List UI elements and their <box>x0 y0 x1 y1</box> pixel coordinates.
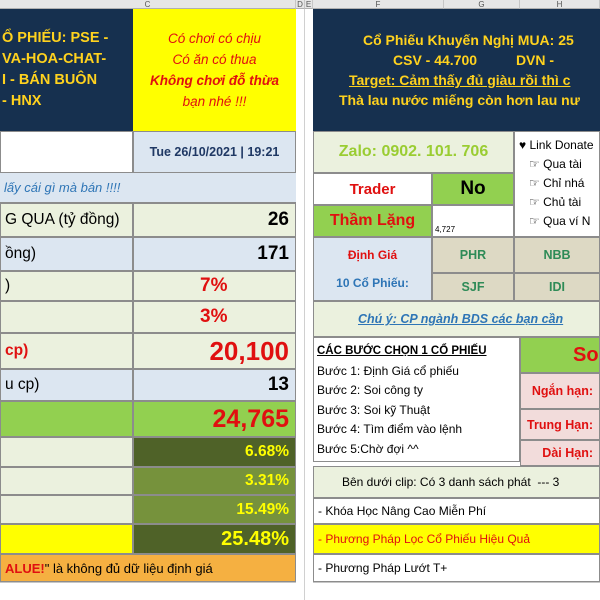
steps-box <box>313 337 520 462</box>
caution-note <box>313 301 600 337</box>
hand-pointer-icon: ☞ <box>529 195 540 209</box>
footer-text: " là không đủ dữ liệu định giá <box>44 560 213 576</box>
trader-name: Thầm Lặng <box>313 205 432 237</box>
stock-header-line: - HNX <box>2 93 42 109</box>
donate-link[interactable]: ☞ Chỉ nhá <box>529 176 585 190</box>
stock-header-line: Ổ PHIẾU: PSE - <box>2 30 109 46</box>
donate-link[interactable]: ☞ Qua ví N <box>529 214 591 228</box>
row-value: 24,765 <box>133 401 296 437</box>
row-label <box>0 301 133 333</box>
playlist-item[interactable]: - Phương Pháp Lướt T+ <box>313 554 600 582</box>
percent-value: 6.68% <box>133 437 296 467</box>
row-value: 26 <box>133 203 296 237</box>
donate-title: ♥ Link Donate <box>519 138 594 152</box>
term-label: Ngắn hạn: <box>520 373 600 409</box>
footer-note <box>0 554 296 582</box>
caution-text: Chú ý: CP ngành BDS các bạn cần <box>358 312 564 326</box>
ticker-cell[interactable]: PHR <box>432 237 514 273</box>
clip-note: Bên dưới clip: Có 3 danh sách phát --- 3 <box>313 466 600 498</box>
playlist-item[interactable]: - Phương Pháp Lọc Cổ Phiếu Hiệu Quả <box>313 524 600 554</box>
row-value: 7% <box>133 271 296 301</box>
row-value: 13 <box>133 369 296 401</box>
slogan-line: Không chơi đỗ thừa <box>150 73 279 88</box>
percent-total: 25.48% <box>133 524 296 554</box>
blank-cell[interactable] <box>0 524 133 554</box>
recommend-line: CSV - 44.700 DVN - <box>393 52 555 68</box>
blank-cell[interactable] <box>0 131 133 173</box>
hand-pointer-icon: ☞ <box>529 214 540 228</box>
percent-value: 3.31% <box>133 467 296 495</box>
donate-links <box>514 131 600 237</box>
step-item: Bước 3: Soi kỹ Thuật <box>317 402 431 417</box>
playlist-item[interactable]: - Khóa Học Nâng Cao Miễn Phí <box>313 498 600 524</box>
empty-row <box>0 582 296 600</box>
column-header-g[interactable]: G <box>444 0 520 9</box>
valuation-box <box>313 237 432 301</box>
ticker-cell[interactable]: SJF <box>432 273 514 301</box>
blank-cell[interactable] <box>0 495 133 524</box>
row-label: ồng) <box>0 237 133 271</box>
column-header-c[interactable]: C <box>0 0 296 9</box>
step-item: Bước 2: Soi công ty <box>317 383 423 397</box>
step-item: Bước 4: Tìm điểm vào lệnh <box>317 422 463 436</box>
trader-label: Trader <box>313 173 432 205</box>
column-header-f[interactable]: F <box>313 0 444 9</box>
slogan-line: bạn nhé !!! <box>182 94 247 109</box>
gridline <box>304 9 305 600</box>
empty-row <box>313 582 600 600</box>
row-value: 3% <box>133 301 296 333</box>
recommend-line: Thà lau nước miếng còn hơn lau nư <box>339 92 580 108</box>
steps-title: CÁC BƯỚC CHỌN 1 CỔ PHIẾU <box>317 345 487 357</box>
stock-header-line: VA-HOA-CHAT- <box>2 51 107 67</box>
date-time: Tue 26/10/2021 | 19:21 <box>133 131 296 173</box>
donate-link[interactable]: ☞ Qua tài <box>529 157 582 171</box>
row-label <box>0 401 133 437</box>
row-value: 171 <box>133 237 296 271</box>
blank-cell[interactable] <box>0 437 133 467</box>
heart-icon: ♥ <box>519 138 527 152</box>
hand-pointer-icon: ☞ <box>529 176 540 190</box>
zalo-contact: Zalo: 0902. 101. 706 <box>313 131 514 173</box>
note-text: lấy cái gì mà bán !!!! <box>0 173 296 203</box>
step-item: Bước 5:Chờ đợi ^^ <box>317 441 419 456</box>
ticker-cell[interactable]: NBB <box>514 237 600 273</box>
column-header-h[interactable]: H <box>520 0 600 9</box>
row-value: 20,100 <box>133 333 296 369</box>
so-label: So <box>520 337 600 373</box>
stock-header-line: I - BÁN BUÔN <box>2 72 98 88</box>
valuation-label: Định Giá <box>347 248 398 262</box>
term-label: Dài Hạn: <box>520 440 600 466</box>
small-number: 4,727 <box>432 205 514 237</box>
step-item: Bước 1: Định Giá cổ phiếu <box>317 363 459 378</box>
slogan-box <box>133 9 296 131</box>
recommend-header <box>313 9 600 131</box>
target-line: Target: Cảm thấy đủ giàu rồi thì c <box>349 72 571 88</box>
row-label: ) <box>0 271 133 301</box>
row-label: cp) <box>0 333 133 369</box>
valuation-sub: 10 Cổ Phiếu: <box>336 276 409 290</box>
slogan-line: Có ăn có thua <box>172 52 257 67</box>
stock-header <box>0 9 133 131</box>
hand-pointer-icon: ☞ <box>529 157 540 171</box>
percent-value: 15.49% <box>133 495 296 524</box>
donate-link[interactable]: ☞ Chủ tài <box>529 195 582 209</box>
term-label: Trung Hạn: <box>520 409 600 440</box>
row-label: u cp) <box>0 369 133 401</box>
ticker-cell[interactable]: IDI <box>514 273 600 301</box>
column-header-e[interactable]: E <box>305 0 312 9</box>
recommend-line: Cổ Phiếu Khuyến Nghị MUA: 25 <box>363 32 574 48</box>
blank-cell[interactable] <box>0 467 133 495</box>
column-header-d[interactable]: D <box>296 0 305 9</box>
error-text: ALUE! <box>5 560 45 576</box>
row-label: G QUA (tỷ đồng) <box>0 203 133 237</box>
slogan-line: Có chơi có chịu <box>168 31 261 46</box>
trader-value: No <box>432 173 514 205</box>
